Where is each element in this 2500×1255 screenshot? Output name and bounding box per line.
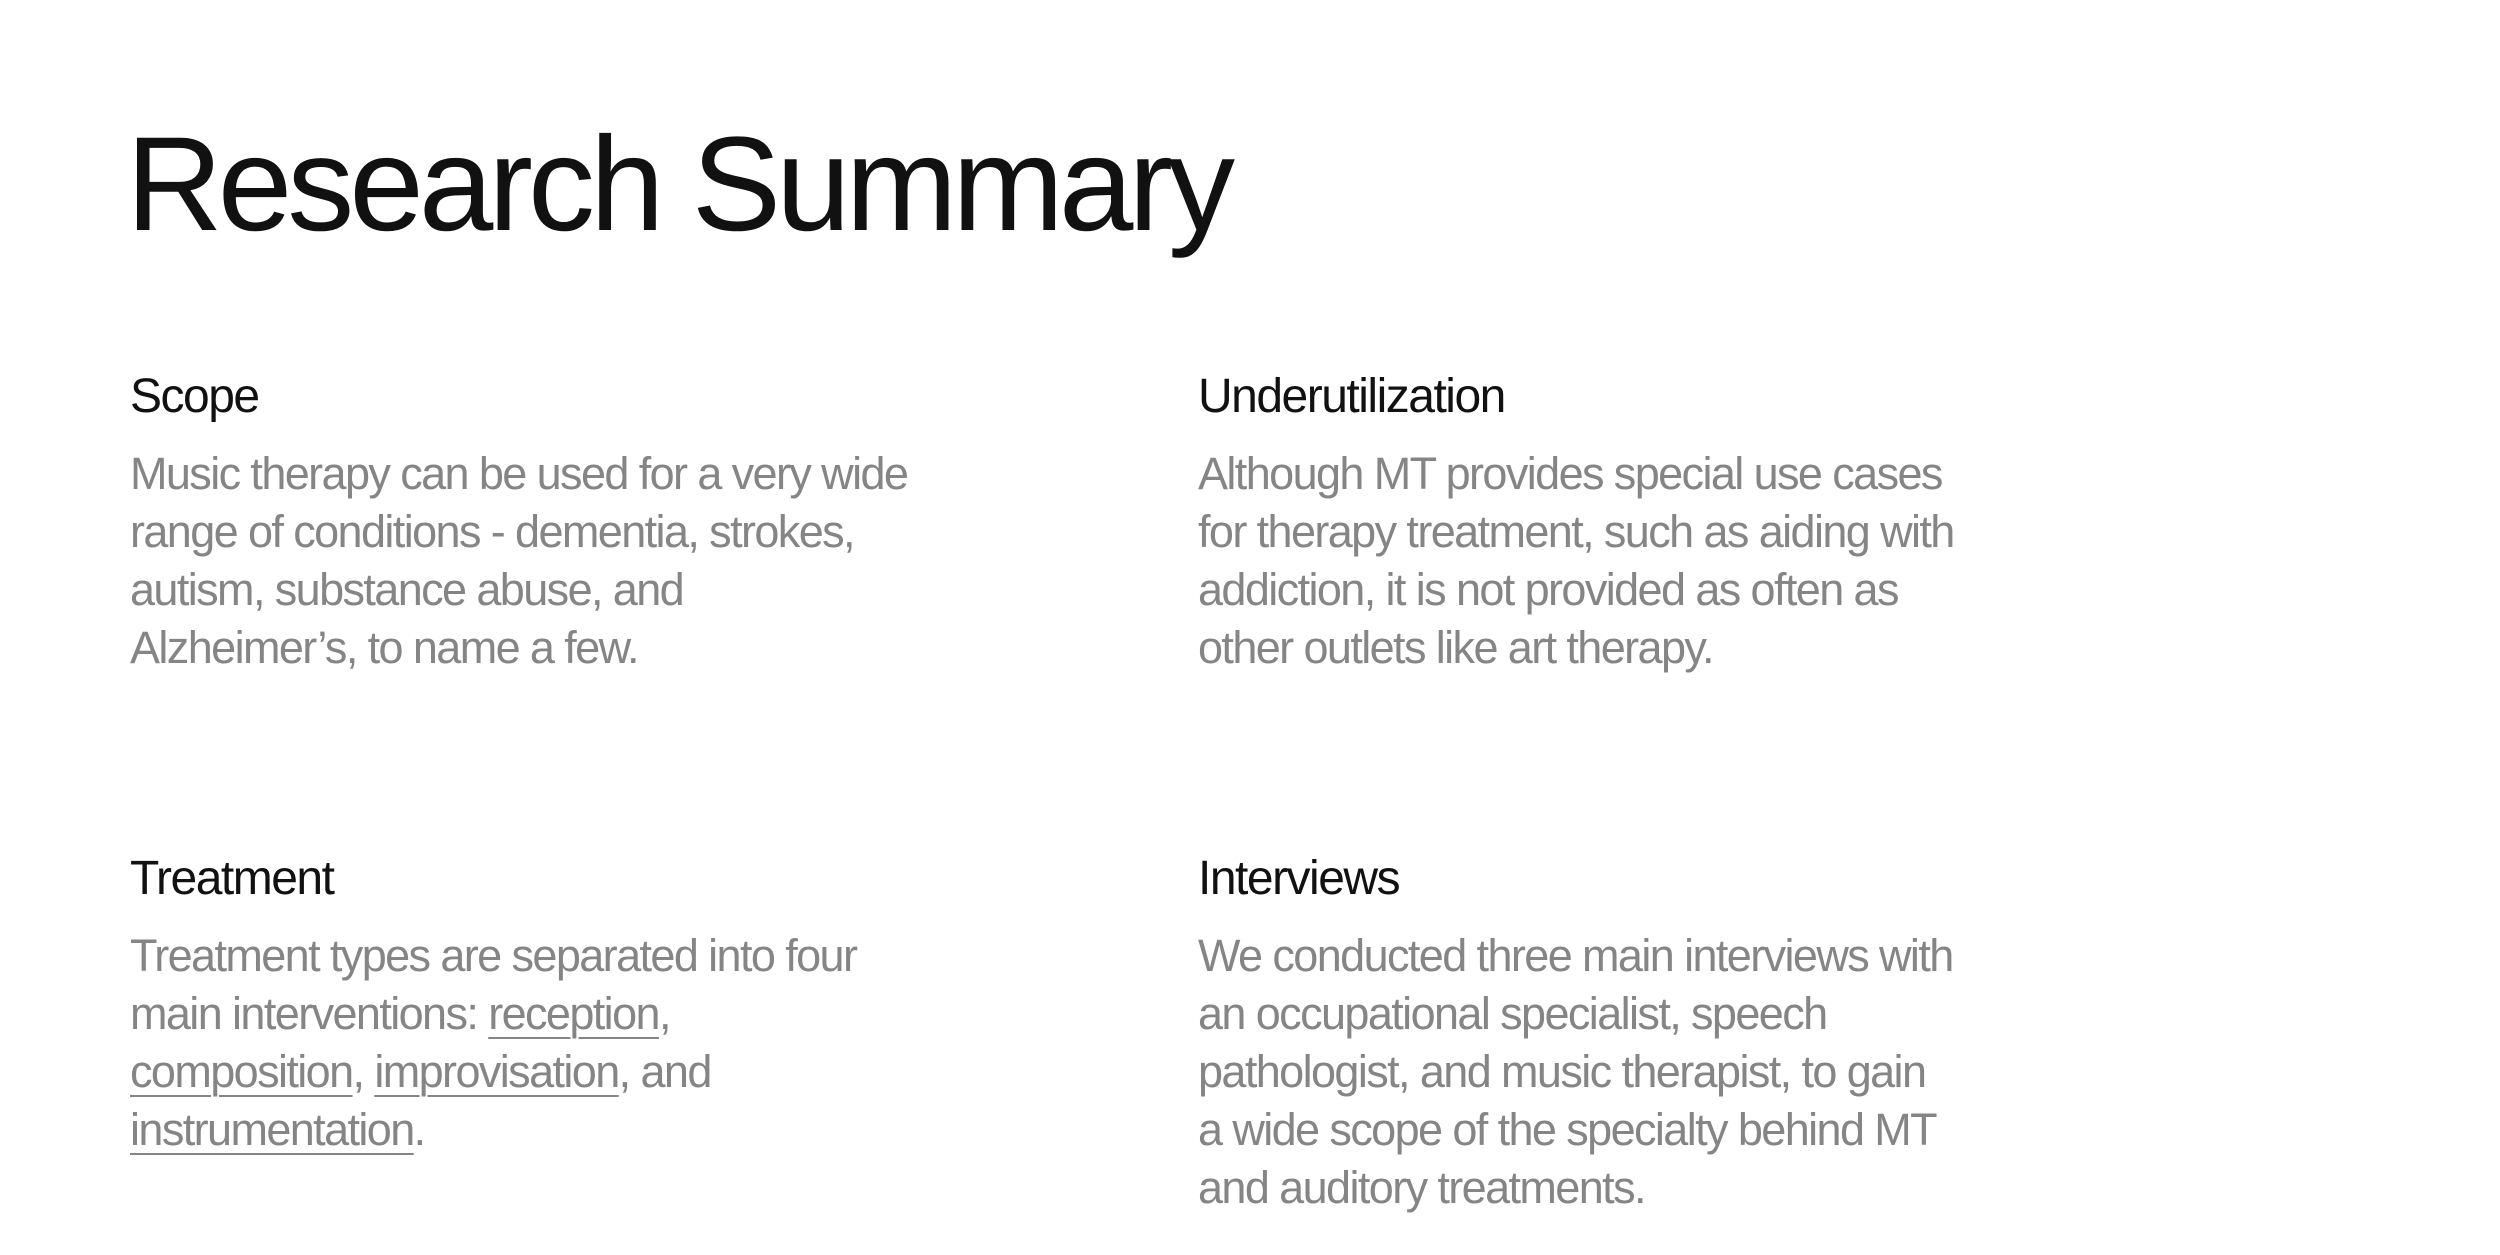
body-line: range of conditions - dementia, strokes, [130,506,854,557]
section-scope [130,370,1010,677]
body-line: Treatment types are separated into four [130,930,857,981]
body-text: , and [618,1046,711,1097]
section-heading-interviews: Interviews [1198,852,1400,905]
body-line: addiction, it is not provided as often as [1198,564,1898,615]
body-line: a wide scope of the specialty behind MT [1198,1104,1937,1155]
body-text: , [352,1046,375,1097]
body-line: and auditory treatments. [1198,1162,1645,1213]
link-composition[interactable]: composition [130,1046,353,1097]
section-heading-treatment: Treatment [130,852,334,905]
section-heading-underutilization: Underutilization [1198,370,1505,423]
link-reception[interactable]: reception [488,988,659,1039]
section-heading-scope: Scope [130,370,259,423]
page-title: Research Summary [126,110,1231,259]
link-improvisation[interactable]: improvisation [374,1046,619,1097]
section-body-scope [130,445,1010,677]
body-line [130,985,1010,1043]
section-body-underutilization [1198,445,2078,677]
body-text: . [413,1104,425,1155]
section-body-treatment [130,927,1010,1159]
body-line [130,1043,1010,1101]
body-line: We conducted three main interviews with [1198,930,1953,981]
body-line [130,1101,1010,1159]
body-line: pathologist, and music therapist, to gain [1198,1046,1926,1097]
link-instrumentation[interactable]: instrumentation [130,1104,414,1155]
body-text: main interventions: [130,988,489,1039]
section-treatment [130,852,1010,1159]
body-line: an occupational specialist, speech [1198,988,1827,1039]
section-underutilization [1198,370,2078,677]
body-line: Alzheimer’s, to name a few. [130,622,638,673]
body-line: for therapy treatment, such as aiding with [1198,506,1954,557]
body-text: , [658,988,670,1039]
section-interviews [1198,852,2078,1217]
body-line: other outlets like art therapy. [1198,622,1713,673]
section-body-interviews [1198,927,2078,1217]
body-line: autism, substance abuse, and [130,564,684,615]
body-line: Music therapy can be used for a very wide [130,448,908,499]
body-line: Although MT provides special use cases [1198,448,1942,499]
